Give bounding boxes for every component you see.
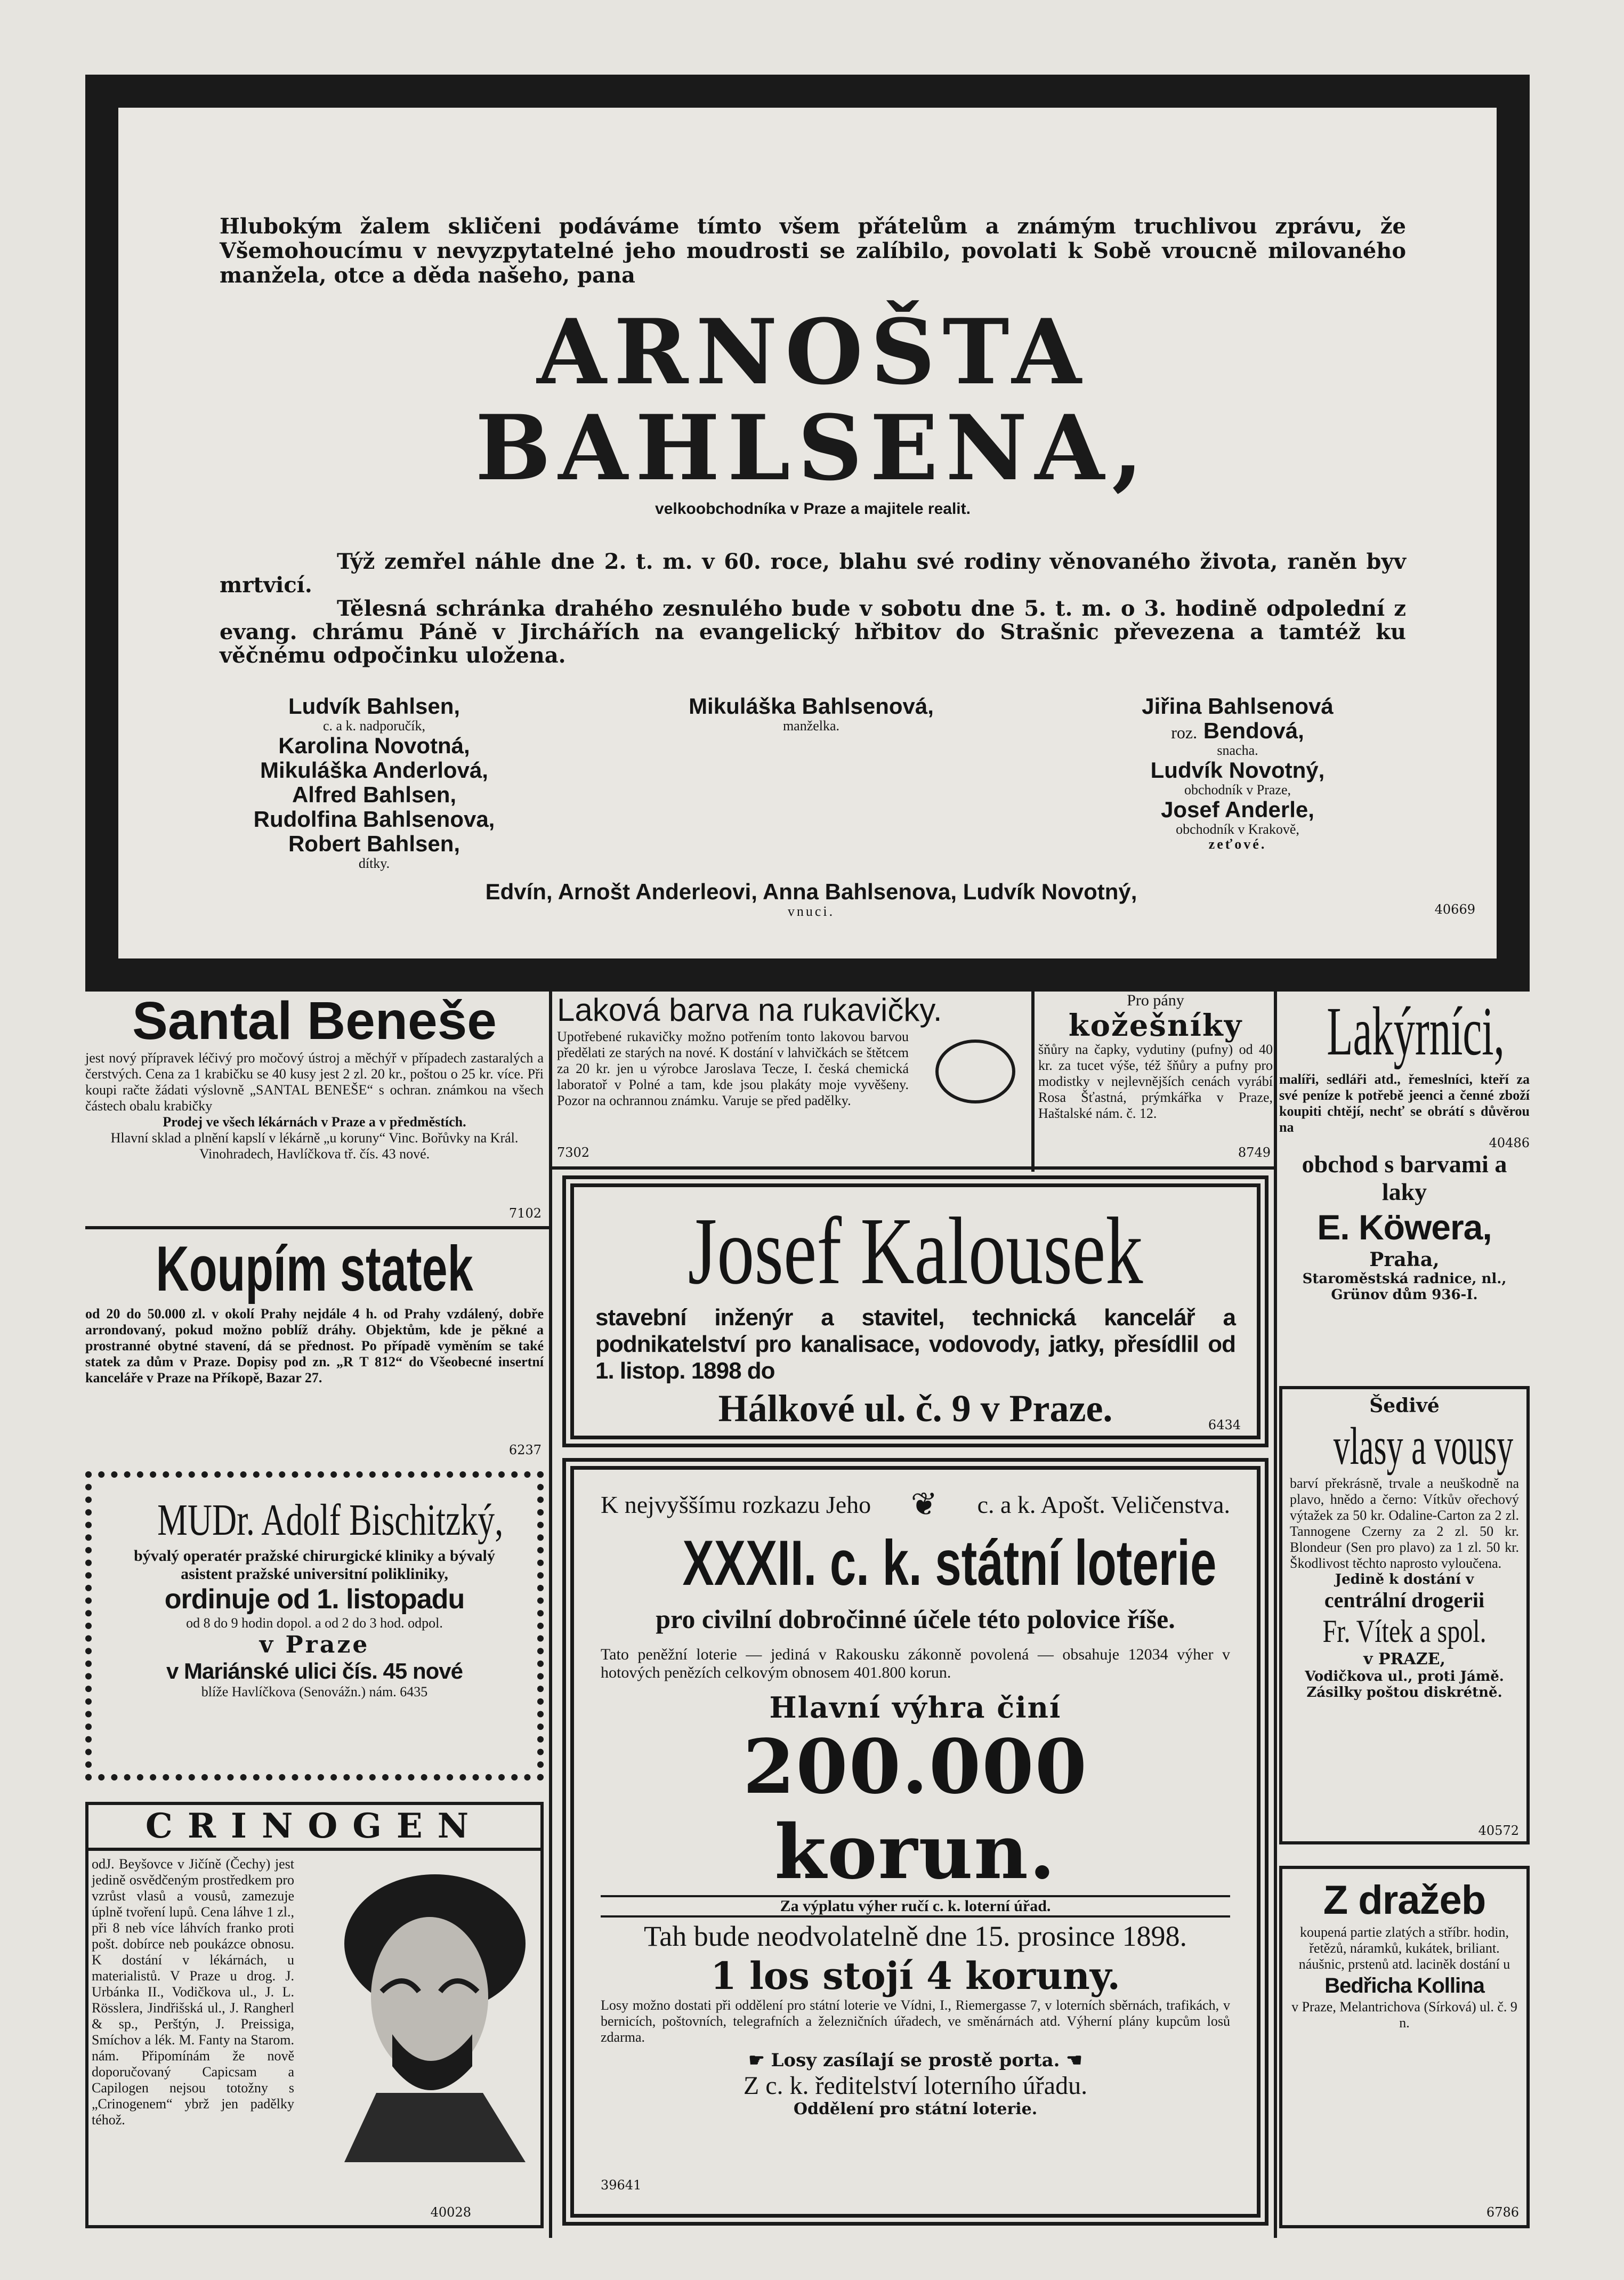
- drazeb-title: Z dražeb: [1323, 1878, 1486, 1923]
- ad-kozesniky: [1038, 992, 1273, 1162]
- obituary-name: ARNOŠTA BAHLSENA,: [475, 299, 1151, 501]
- kalousek-addr: Hálkové ul. č. 9 v Praze.: [718, 1387, 1113, 1430]
- family-name: Josef Anderle,: [1161, 797, 1314, 822]
- lakyrnici-city: Praha,: [1369, 1248, 1440, 1271]
- family-note: c. a k. nadporučík,: [322, 718, 426, 734]
- ad-drazeb: [1279, 1866, 1530, 2228]
- sedive-drog: centrální drogerii: [1324, 1588, 1485, 1612]
- santal-main: Hlavní sklad a plnění kapslí v lékárně „u koruny“ Vinc. Bořůvky na Král. Vinohradech, Havlíčkova tř. čís. 43 nové.: [110, 1130, 519, 1162]
- santal-title: Santal Beneše: [132, 991, 497, 1051]
- portrait-illustration: [312, 1864, 536, 2162]
- family-note: obchodník v Krakově,: [1176, 821, 1299, 837]
- crinogen-code: 40028: [430, 2205, 471, 2220]
- kozesniky-title: kožešníky: [1068, 1008, 1243, 1043]
- santal-text: jest nový přípravek léčivý pro močový ústroj a měchýř v případech zastaralých a čerstvých. Cena za 1 krabičku se 40 kusy jest 2 zl. 20 kr., poštou o 25 kr. více. Při koupi račte žádati výslovně „SANTAL BENEŠE“ s ochran. známkou na všech částech obalu krabičky: [85, 1050, 544, 1114]
- obituary-profession: velkoobchodníka v Praze a majitele realit.: [655, 500, 971, 518]
- obituary-code: 40669: [1434, 902, 1475, 917]
- divider: [549, 990, 552, 2238]
- family-name: Bendová,: [1203, 718, 1304, 743]
- family-name: Ludvík Bahlsen,: [288, 694, 460, 719]
- drazeb-text: koupená partie zlatých a stříbr. hodin, řetězů, náramků, kukátek, briliant. náušnic, prstenů atd. laciněk dostání u: [1298, 1924, 1510, 1972]
- ad-bischitzky: [85, 1471, 544, 1781]
- divider: [1031, 990, 1035, 1172]
- family-name: Karolina Novotná,: [278, 733, 470, 758]
- ad-lakova: [557, 992, 1026, 1162]
- statek-code: 6237: [508, 1443, 542, 1457]
- divider: [1274, 990, 1277, 2238]
- loterie-top: [601, 1486, 1230, 1523]
- loterie-free: Losy zasílají se prostě porta.: [771, 2050, 1060, 2071]
- ad-lakyrnici: [1279, 992, 1530, 1386]
- grandchildren-note: vnuci.: [787, 904, 835, 919]
- loterie-sub: pro civilní dobročinné účele této polovice říše.: [656, 1604, 1175, 1634]
- drazeb-addr: v Praze, Melantrichova (Sírková) ul. č. 9 n.: [1291, 1999, 1517, 2031]
- obituary-text: [220, 550, 1406, 667]
- santal-sale: Prodej ve všech lékárnách v Praze a v předměstích.: [163, 1114, 466, 1130]
- bischitzky-near-line: [108, 1684, 521, 1700]
- sedive-title: vlasy a vousy: [1333, 1416, 1514, 1476]
- lakyrnici-firm: E. Köwera,: [1317, 1207, 1492, 1247]
- family-name: Mikuláška Anderlová,: [260, 758, 488, 783]
- loterie-draw: Tah bude neodvolatelně dne 15. prosince 1898.: [644, 1920, 1187, 1952]
- loterie-price: 1 los stojí 4 koruny.: [710, 1954, 1120, 1998]
- ad-statek: [85, 1231, 544, 1461]
- sedive-text: barví překrásně, trvale a neuškodně na plavo, hnědo a černo: Vítkův ořechový výtažek za 50 kr. Odaline-Carton za 2 zl. Tannogene Czerny za 2 zl. 50 kr. Blondeur (Sen pro plavo) za 1 zl. 50 kr. Škodlivost těchto naprosto vyloučena.: [1290, 1476, 1519, 1571]
- family-note: dítky.: [358, 856, 390, 871]
- crinogen-text: odJ. Beyšovce v Jičíně (Čechy) jest jedině osvědčeným prostředkem pro vzrůst vlasů a vousů, zamezuje úplně tvoření lupů. Cena láhve 1 zl., při 8 neb více láhvích franko proti pošt. dobírce neb poukázce obnosu. K dostání v lékárnách, u materialistů. V Praze u drog. J. Urbánka II., Vodičkova ul., J. L. Rösslera, Jindřišská ul., J. Rangherl & sp., Perštýn, J. Preissiga, Smíchov a lék. M. Fanty na Starom. nám. Připomínám že nově doporučovaný Capicsam a Capilogen nejsou totožny s „Crinogenem“ ybrž jen padělky téhož.: [92, 1856, 294, 2128]
- family-name: Mikuláška Bahlsenová,: [689, 694, 934, 719]
- bischitzky-text: bývalý operatér pražské chirurgické kliniky a bývalý asistent pražské universitní polikliniky,: [134, 1547, 495, 1583]
- kozesniky-pre: Pro pány: [1127, 992, 1184, 1009]
- eagle-icon: ❦: [910, 1487, 938, 1522]
- lakyrnici-code: 40486: [1489, 1135, 1530, 1150]
- ad-loterie: [562, 1458, 1269, 2226]
- family-column-3: [1078, 694, 1397, 852]
- kozesniky-code: 8749: [1238, 1145, 1271, 1160]
- ad-kalousek: [562, 1175, 1269, 1447]
- kalousek-name: Josef Kalousek: [688, 1198, 1143, 1304]
- loterie-top-right: c. a k. Apošt. Veličenstva.: [977, 1491, 1230, 1518]
- loterie-pay: Za výplatu výher ručí c. k. loterní úřad.: [601, 1895, 1230, 1918]
- loterie-dept: Oddělení pro státní loterie.: [793, 2100, 1038, 2118]
- grandchildren-names: Edvín, Arnošt Anderleovi, Anna Bahlsenova, Ludvík Novotný,: [485, 879, 1137, 904]
- bischitzky-near: blíže Havlíčkova (Senovážn.) nám.: [201, 1684, 397, 1699]
- drazeb-firm: Bedřicha Kollina: [1324, 1974, 1484, 1997]
- family-name: Alfred Bahlsen,: [292, 782, 457, 807]
- family-name: Jiřina Bahlsenová: [1142, 694, 1334, 719]
- ad-sedive: [1279, 1386, 1530, 1844]
- sedive-code: 40572: [1478, 1823, 1519, 1838]
- family-note: obchodník v Praze,: [1184, 782, 1291, 797]
- kalousek-text: stavební inženýr a stavitel, technická kancelář a podnikatelství pro kanalisace, vodovody, jatky, přesídlil od 1. listop. 1898 do: [595, 1304, 1235, 1384]
- loterie-code: 39641: [601, 2178, 642, 2193]
- family-note: roz.: [1171, 723, 1198, 742]
- sedive-pre: Šedivé: [1369, 1395, 1440, 1417]
- family-name: Rudolfina Bahlsenova,: [253, 807, 495, 832]
- loterie-where: Losy možno dostati při oddělení pro státní loterie ve Vídni, I., Riemergasse 7, v loterních sběrnách, trafikách, v bernicích, poštovních, telegrafních a železničních úřadech, ve směnárnách atd. Výherní plány kupcům losů zdarma.: [601, 1997, 1230, 2045]
- hand-pointer-icon: ☚: [1060, 2050, 1082, 2071]
- divider: [85, 1226, 549, 1229]
- bischitzky-ordin: ordinuje od 1. listopadu: [164, 1584, 465, 1615]
- obituary-frame: [85, 75, 1530, 992]
- statek-text: od 20 do 50.000 zl. v okolí Prahy nejdále 4 h. od Prahy vzdálený, dobře arrondovaný, pokud možno poblíž dráhy. Objektům, kde je pěkné a prostranné obytné stavení, dá se přednost. Po případě vyměním se také statek za dům v Praze. Dopisy pod zn. „R T 812“ do Všeobecné insertní kanceláře v Praze na Příkopě, Bazar 27.: [85, 1306, 544, 1385]
- lakyrnici-text: malíři, sedláři atd., řemeslníci, kteří za své peníze k potřebě jeenci a čenné zboží koupiti chtějí, nechť se obrátí s důvěrou na: [1279, 1071, 1530, 1135]
- loterie-main-pre: Hlavní výhra činí: [769, 1690, 1062, 1725]
- kalousek-code: 6434: [1208, 1417, 1241, 1432]
- lakova-code: 7302: [557, 1145, 590, 1160]
- bischitzky-hours: od 8 do 9 hodin dopol. a od 2 do 3 hod. odpol.: [186, 1615, 443, 1631]
- loterie-title: XXXII. c. k. státní loterie: [682, 1527, 1217, 1599]
- grandchildren: [225, 880, 1397, 919]
- obituary-intro: Hlubokým žalem skličeni podáváme tímto všem přátelům a známým truchlivou zprávu, že Všemohoucímu v nevyzpytatelné jeho moudrosti se zalíbilo, povolati k Sobě vroucně milovaného manžela, otce a děda našeho, pana: [220, 214, 1406, 288]
- divider: [552, 1166, 1274, 1170]
- bischitzky-addr: v Mariánské ulici čís. 45 nové: [166, 1658, 463, 1683]
- lakyrnici-title: Lakýrníci,: [1327, 993, 1505, 1070]
- lakova-text: Upotřebené rukavičky možno potřením tonto lakovou barvou předělati ze starých na nové. K dostání v lahvičkách se štětcem za 20 kr. jen u výrobce Jaroslava Tecze, I. česká chemická laboratoř v Polné a tam, kde jsou plakáty moje vyvěšeny. Pozor na ochrannou známku. Varuje se před padělky.: [557, 1029, 909, 1108]
- family-note: manželka.: [782, 718, 840, 734]
- loterie-text: Tato peněžní loterie — jediná v Rakousku zákonně povolená — obsahuje 12034 výher v hotových penězích celkovým obnosem 401.800 korun.: [601, 1646, 1230, 1681]
- sedive-addr: Vodičkova ul., proti Jámě. Zásilky poštou diskrétně.: [1305, 1669, 1504, 1701]
- bischitzky-code: 6435: [400, 1684, 428, 1699]
- statek-title: Koupím statek: [156, 1233, 473, 1304]
- family-name: Ludvík Novotný,: [1150, 758, 1325, 783]
- loterie-free-line: [601, 2050, 1230, 2071]
- family-note: snacha.: [1217, 743, 1258, 758]
- ad-santal: [85, 992, 544, 1226]
- drazeb-code: 6786: [1486, 2205, 1519, 2220]
- obituary-paragraph-1: Týž zemřel náhle dne 2. t. m. v 60. roce, blahu své rodiny věnovaného života, raněn byv mrtvicí.: [220, 549, 1406, 598]
- lakyrnici-shop: obchod s barvami a laky: [1302, 1150, 1507, 1205]
- family-name: Robert Bahlsen,: [288, 831, 460, 856]
- loterie-main: 200.000 korun.: [742, 1723, 1088, 1896]
- family-column-2: [651, 694, 971, 734]
- loterie-office: Z c. k. ředitelství loterního úřadu.: [743, 2072, 1088, 2100]
- santal-code: 7102: [508, 1206, 542, 1221]
- obituary-paragraph-2: Tělesná schránka drahého zesnulého bude v sobotu dne 5. t. m. o 3. hodině odpolední z evang. chrámu Páně v Jirchářích na evangelický hřbitov do Strašnic převezena a tamtéž ku věčnému odpočinku uložena.: [220, 596, 1406, 668]
- sedive-city: v PRAZE,: [1363, 1650, 1445, 1669]
- bischitzky-name: MUDr. Adolf Bischitzký,: [157, 1495, 504, 1545]
- lakyrnici-addr: Staroměstská radnice, nl., Grünov dům 936-I.: [1302, 1271, 1507, 1303]
- lakova-title: Laková barva na rukavičky.: [557, 992, 942, 1028]
- trademark-icon: [935, 1040, 1015, 1103]
- divider: [85, 985, 1530, 988]
- crinogen-title: CRINOGEN: [88, 1805, 540, 1851]
- family-column-1: [225, 694, 523, 871]
- sedive-avail: Jedině k dostání v: [1335, 1572, 1474, 1588]
- kozesniky-text: šňůry na čapky, vydutiny (pufny) od 40 kr. za tucet výše, též šňůry a pufny pro modistky v nejlevnějších cenách vyrábí Rosa Šťastná, prýmkářka v Praze, Haštalské nám. č. 12.: [1038, 1042, 1273, 1121]
- ad-crinogen: [85, 1802, 544, 2228]
- family-note: zeťové.: [1208, 836, 1267, 852]
- bischitzky-city: v Praze: [259, 1631, 370, 1658]
- loterie-top-left: K nejvyššímu rozkazu Jeho: [601, 1491, 871, 1518]
- family-name-line: [1078, 719, 1397, 743]
- hand-pointer-icon: ☛: [748, 2050, 771, 2071]
- sedive-firm: Fr. Vítek a spol.: [1322, 1614, 1486, 1649]
